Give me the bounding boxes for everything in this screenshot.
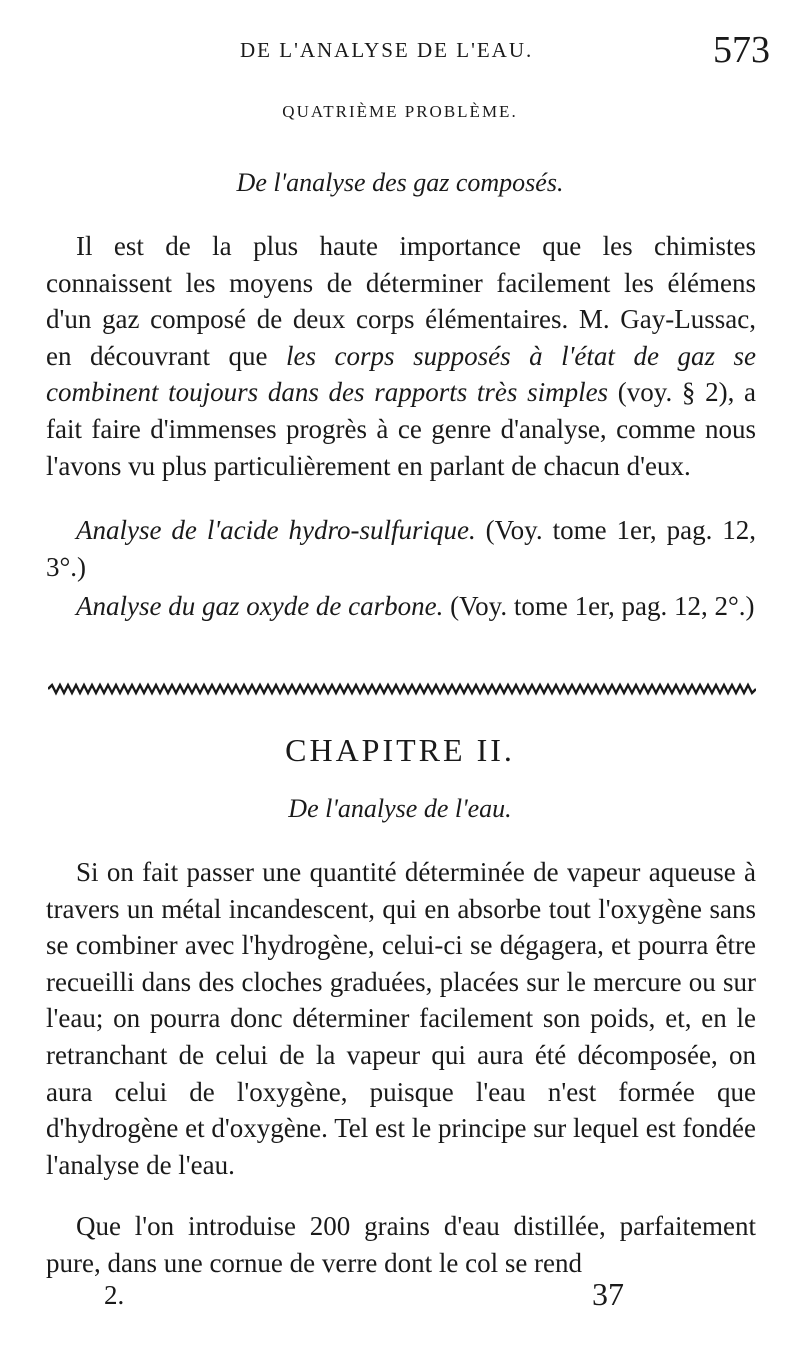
chapter-title: CHAPITRE II. bbox=[285, 732, 515, 768]
reference-citation: (Voy. tome 1er, pag. 12, 3°.) bbox=[46, 515, 757, 582]
reference-item bbox=[46, 588, 756, 625]
paragraph-text: (voy. § 2), a fait faire d'immenses progrès à ce genre d'analyse, comme nous l'avons vu plus particulièrement en parlant de chacun d'eux. bbox=[46, 377, 756, 481]
problem-heading: QUATRIÈME PROBLÈME. bbox=[282, 102, 518, 121]
reference-title: Analyse du gaz oxyde de carbone. bbox=[76, 591, 444, 622]
page-number: 573 bbox=[713, 29, 770, 71]
reference-item bbox=[46, 512, 756, 585]
reference-title: Analyse de l'acide hydro-sulfurique. bbox=[76, 515, 476, 545]
chapter-paragraph bbox=[46, 854, 756, 1183]
signature-mark: 2. bbox=[104, 1280, 125, 1310]
paragraph-text: Que l'on introduise 200 grains d'eau distillée, parfaitement pure, dans une cornue de verre dont le col se rend bbox=[46, 1211, 756, 1278]
running-title: DE L'ANALYSE DE L'EAU. bbox=[240, 38, 534, 62]
chapter-paragraph bbox=[46, 1208, 756, 1281]
section-paragraph bbox=[46, 228, 756, 484]
folio-number: 37 bbox=[592, 1276, 624, 1312]
paragraph-text: Si on fait passer une quantité déterminée de vapeur aqueuse à travers un métal incandescent, qui en absorbe tout l'oxygène sans se combiner avec l'hydrogène, celui-ci se dégagera, et pourra être recueilli dans des cloches graduées, placées sur le mercure ou sur l'eau; on pourra donc déterminer facilement son poids, et, en le retranchant de celui de la vapeur qui aura été décomposée, on aura celui de l'oxygène, puisque l'eau n'est formée que d'hydrogène et d'oxygène. Tel est le principe sur lequel est fondée l'analyse de l'eau. bbox=[46, 857, 756, 1180]
section-title: De l'analyse des gaz composés. bbox=[236, 168, 564, 197]
chapter-subtitle: De l'analyse de l'eau. bbox=[288, 794, 512, 823]
references bbox=[46, 512, 756, 628]
paragraph-italic-text: les corps supposés à l'état de gaz se combinent toujours dans des rapports très simples bbox=[46, 340, 756, 408]
page-header bbox=[40, 28, 770, 78]
paragraph-text: Il est de la plus haute importance que les chimistes connaissent les moyens de déterminer facilement les élémens d'un gaz composé de deux corps élémentaires. M. Gay-Lussac, en découvrant que bbox=[46, 231, 756, 371]
reference-citation: (Voy. tome 1er, pag. 12, 2°.) bbox=[443, 591, 755, 622]
ornamental-divider bbox=[48, 682, 756, 696]
